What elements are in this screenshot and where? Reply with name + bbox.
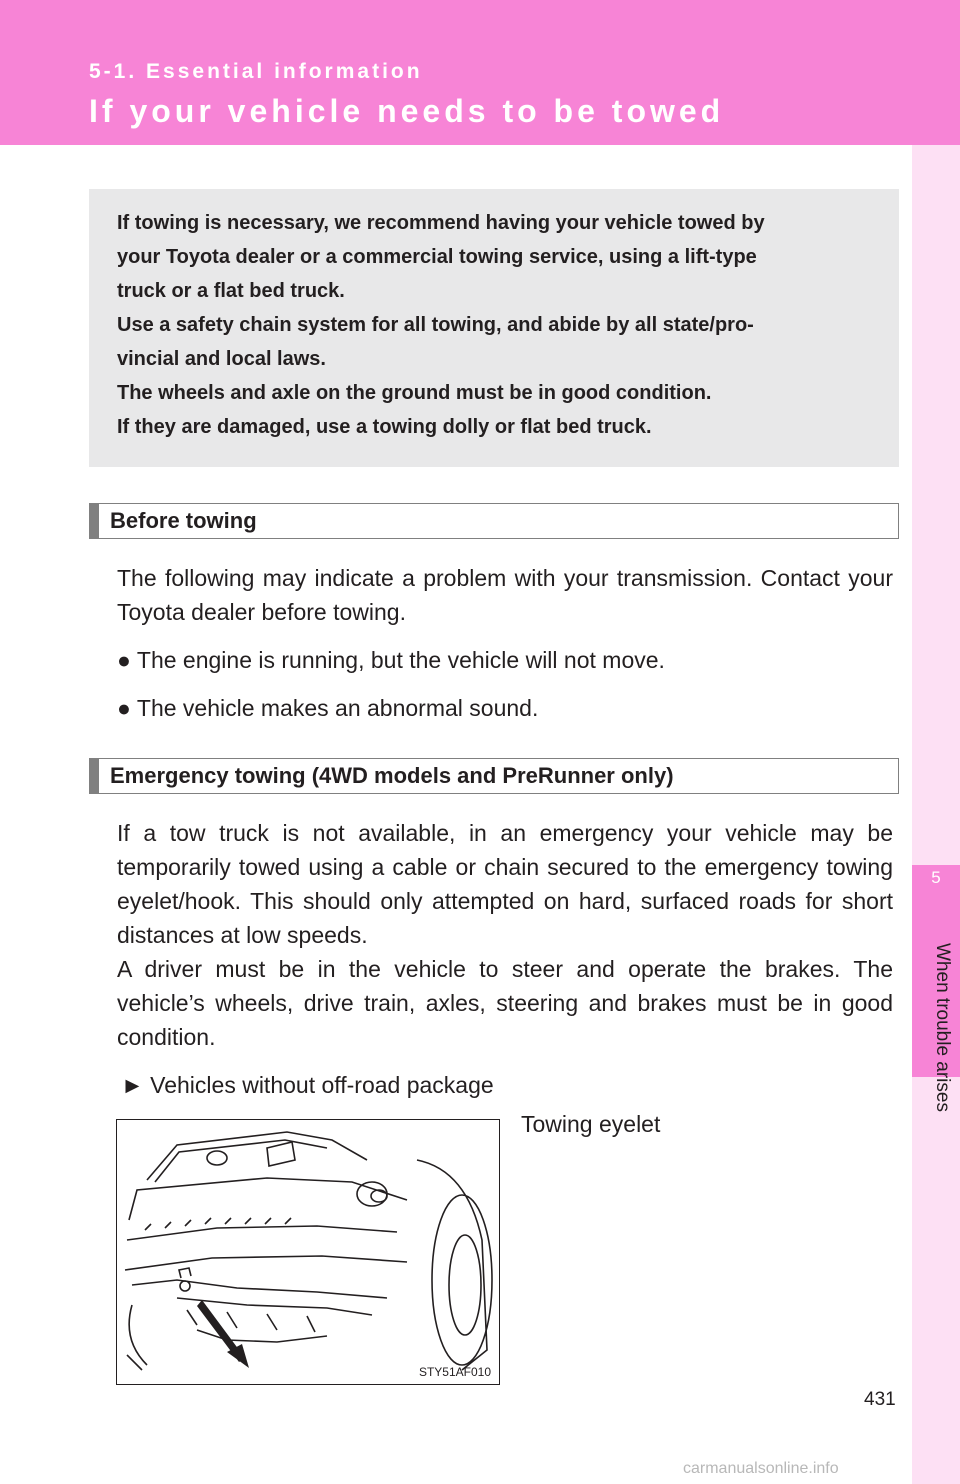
before-towing-text: The following may indicate a problem with your transmission. Contact your Toyota dealer before towing. <box>117 565 893 625</box>
chapter-label: When trouble arises <box>932 943 953 1112</box>
header-bar <box>0 0 960 145</box>
chapter-side-tab[interactable] <box>912 145 960 1484</box>
heading-bar <box>90 759 99 793</box>
emergency-paragraph-2: A driver must be in the vehicle to steer and operate the brakes. The vehicle’s wheels, drive train, axles, steering and brakes must be in good condition. <box>117 956 893 1050</box>
list-item <box>117 691 538 725</box>
intro-line: Use a safety chain system for all towing, and abide by all state/pro- <box>117 314 754 336</box>
page-number: 431 <box>864 1389 896 1410</box>
before-towing-heading <box>89 503 899 539</box>
list-item <box>117 643 665 677</box>
intro-line: If towing is necessary, we recommend having your vehicle towed by <box>117 212 765 234</box>
bullet-text: The engine is running, but the vehicle will not move. <box>136 647 665 673</box>
sub-heading <box>121 1068 494 1102</box>
sub-heading-text: Vehicles without off-road package <box>150 1072 494 1098</box>
watermark: carmanualsonline.info <box>683 1460 839 1477</box>
intro-line: The wheels and axle on the ground must be in good condition. <box>117 382 712 404</box>
figure-code: STY51AF010 <box>418 1365 491 1379</box>
heading-label: Emergency towing (4WD models and PreRunner only) <box>110 763 674 788</box>
emergency-paragraph-1: If a tow truck is not available, in an emergency your vehicle may be temporarily towed using a cable or chain secured to the emergency towing eyelet/hook. This should only attempted on hard, surfaced roads for short distances at low speeds. <box>117 820 893 948</box>
triangle-icon: ► <box>121 1072 144 1098</box>
chapter-number: 5 <box>931 868 941 887</box>
intro-box <box>89 189 899 467</box>
bullet-glyph: ● <box>117 695 131 721</box>
towing-eyelet-illustration <box>116 1119 500 1385</box>
bullet-glyph: ● <box>117 647 131 673</box>
intro-line: truck or a flat bed truck. <box>117 280 345 302</box>
callout-label: Towing eyelet <box>521 1111 661 1137</box>
bullet-text: The vehicle makes an abnormal sound. <box>136 695 539 721</box>
intro-line: vincial and local laws. <box>117 348 326 370</box>
section-label: 5-1. Essential information <box>89 60 423 83</box>
heading-bar <box>90 504 99 538</box>
heading-label: Before towing <box>110 508 257 533</box>
page-title: If your vehicle needs to be towed <box>89 93 725 129</box>
intro-line: your Toyota dealer or a commercial towing service, using a lift-type <box>117 246 757 268</box>
intro-line: If they are damaged, use a towing dolly or flat bed truck. <box>117 416 652 438</box>
truck-front-drawing <box>117 1120 499 1384</box>
emergency-towing-heading <box>89 758 899 794</box>
